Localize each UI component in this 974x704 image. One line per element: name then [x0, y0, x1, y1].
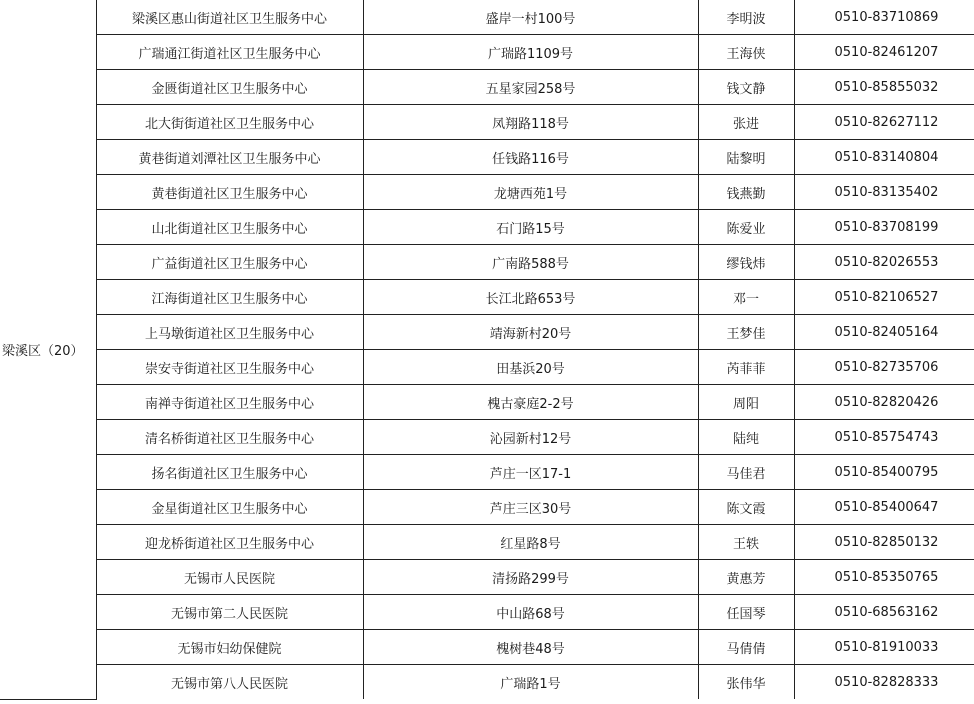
table-row [0, 420, 974, 455]
contact-person-cell: 任国琴 [698, 595, 794, 630]
institution-name-cell: 扬名街道社区卫生服务中心 [96, 455, 363, 490]
institution-name-cell: 山北街道社区卫生服务中心 [96, 210, 363, 245]
contact-person-cell: 张进 [698, 105, 794, 140]
table-row [0, 630, 974, 665]
address-cell: 任钱路116号 [363, 140, 698, 175]
contact-person-cell: 缪钱炜 [698, 245, 794, 280]
institution-name-cell: 无锡市第二人民医院 [96, 595, 363, 630]
institution-name-cell: 金匮街道社区卫生服务中心 [96, 70, 363, 105]
table-row [0, 245, 974, 280]
institution-name-cell: 黄巷街道刘潭社区卫生服务中心 [96, 140, 363, 175]
address-cell: 槐树巷48号 [363, 630, 698, 665]
table-row [0, 490, 974, 525]
institution-name-cell: 黄巷街道社区卫生服务中心 [96, 175, 363, 210]
phone-cell: 0510-85855032 [794, 70, 974, 105]
institution-name-cell: 上马墩街道社区卫生服务中心 [96, 315, 363, 350]
phone-cell: 0510-82461207 [794, 35, 974, 70]
address-cell: 槐古豪庭2-2号 [363, 385, 698, 420]
phone-cell: 0510-82627112 [794, 105, 974, 140]
contact-person-cell: 周阳 [698, 385, 794, 420]
table-row [0, 315, 974, 350]
address-cell: 龙塘西苑1号 [363, 175, 698, 210]
contact-person-cell: 张伟华 [698, 665, 794, 700]
contact-person-cell: 邓一 [698, 280, 794, 315]
institution-name-cell: 南禅寺街道社区卫生服务中心 [96, 385, 363, 420]
address-cell: 五星家园258号 [363, 70, 698, 105]
address-cell: 盛岸一村100号 [363, 0, 698, 35]
address-cell: 凤翔路118号 [363, 105, 698, 140]
table-row [0, 665, 974, 700]
table-row [0, 210, 974, 245]
institution-name-cell: 北大街街道社区卫生服务中心 [96, 105, 363, 140]
phone-cell: 0510-82735706 [794, 350, 974, 385]
table-row [0, 560, 974, 595]
phone-cell: 0510-85754743 [794, 420, 974, 455]
table-row [0, 175, 974, 210]
address-cell: 田基浜20号 [363, 350, 698, 385]
table-row [0, 280, 974, 315]
phone-cell: 0510-82106527 [794, 280, 974, 315]
contact-person-cell: 芮菲菲 [698, 350, 794, 385]
institution-name-cell: 迎龙桥街道社区卫生服务中心 [96, 525, 363, 560]
contact-person-cell: 马佳君 [698, 455, 794, 490]
table-row [0, 385, 974, 420]
phone-cell: 0510-85350765 [794, 560, 974, 595]
contact-person-cell: 钱燕勤 [698, 175, 794, 210]
contact-person-cell: 陆黎明 [698, 140, 794, 175]
table-row [0, 455, 974, 490]
table-row [0, 525, 974, 560]
address-cell: 长江北路653号 [363, 280, 698, 315]
contact-person-cell: 陈爱业 [698, 210, 794, 245]
institution-name-cell: 梁溪区惠山街道社区卫生服务中心 [96, 0, 363, 35]
institution-name-cell: 无锡市人民医院 [96, 560, 363, 595]
table-row [0, 70, 974, 105]
institution-name-cell: 清名桥街道社区卫生服务中心 [96, 420, 363, 455]
address-cell: 广瑞路1号 [363, 665, 698, 700]
contact-person-cell: 李明波 [698, 0, 794, 35]
contact-person-cell: 王轶 [698, 525, 794, 560]
institution-name-cell: 广益街道社区卫生服务中心 [96, 245, 363, 280]
contact-person-cell: 王梦佳 [698, 315, 794, 350]
table-row [0, 0, 974, 35]
table-row [0, 105, 974, 140]
institution-name-cell: 金星街道社区卫生服务中心 [96, 490, 363, 525]
institution-name-cell: 崇安寺街道社区卫生服务中心 [96, 350, 363, 385]
table-row [0, 35, 974, 70]
address-cell: 沁园新村12号 [363, 420, 698, 455]
contact-person-cell: 钱文静 [698, 70, 794, 105]
institution-name-cell: 无锡市第八人民医院 [96, 665, 363, 700]
address-cell: 石门路15号 [363, 210, 698, 245]
address-cell: 广瑞路1109号 [363, 35, 698, 70]
phone-cell: 0510-83140804 [794, 140, 974, 175]
phone-cell: 0510-83135402 [794, 175, 974, 210]
address-cell: 红星路8号 [363, 525, 698, 560]
contact-person-cell: 陈文霞 [698, 490, 794, 525]
phone-cell: 0510-82026553 [794, 245, 974, 280]
table-row [0, 595, 974, 630]
phone-cell: 0510-68563162 [794, 595, 974, 630]
address-cell: 中山路68号 [363, 595, 698, 630]
phone-cell: 0510-85400647 [794, 490, 974, 525]
phone-cell: 0510-81910033 [794, 630, 974, 665]
address-cell: 芦庄三区30号 [363, 490, 698, 525]
phone-cell: 0510-82850132 [794, 525, 974, 560]
table-row [0, 140, 974, 175]
institution-name-cell: 广瑞通江街道社区卫生服务中心 [96, 35, 363, 70]
district-cell: 梁溪区（20） [0, 0, 96, 699]
address-cell: 靖海新村20号 [363, 315, 698, 350]
phone-cell: 0510-83710869 [794, 0, 974, 35]
contact-person-cell: 陆纯 [698, 420, 794, 455]
phone-cell: 0510-82820426 [794, 385, 974, 420]
phone-cell: 0510-82405164 [794, 315, 974, 350]
address-cell: 芦庄一区17-1 [363, 455, 698, 490]
contact-person-cell: 黄惠芳 [698, 560, 794, 595]
phone-cell: 0510-85400795 [794, 455, 974, 490]
table-row [0, 350, 974, 385]
address-cell: 广南路588号 [363, 245, 698, 280]
contact-person-cell: 王海侠 [698, 35, 794, 70]
contact-person-cell: 马倩倩 [698, 630, 794, 665]
address-cell: 清扬路299号 [363, 560, 698, 595]
institution-name-cell: 无锡市妇幼保健院 [96, 630, 363, 665]
institution-name-cell: 江海街道社区卫生服务中心 [96, 280, 363, 315]
phone-cell: 0510-83708199 [794, 210, 974, 245]
phone-cell: 0510-82828333 [794, 665, 974, 700]
